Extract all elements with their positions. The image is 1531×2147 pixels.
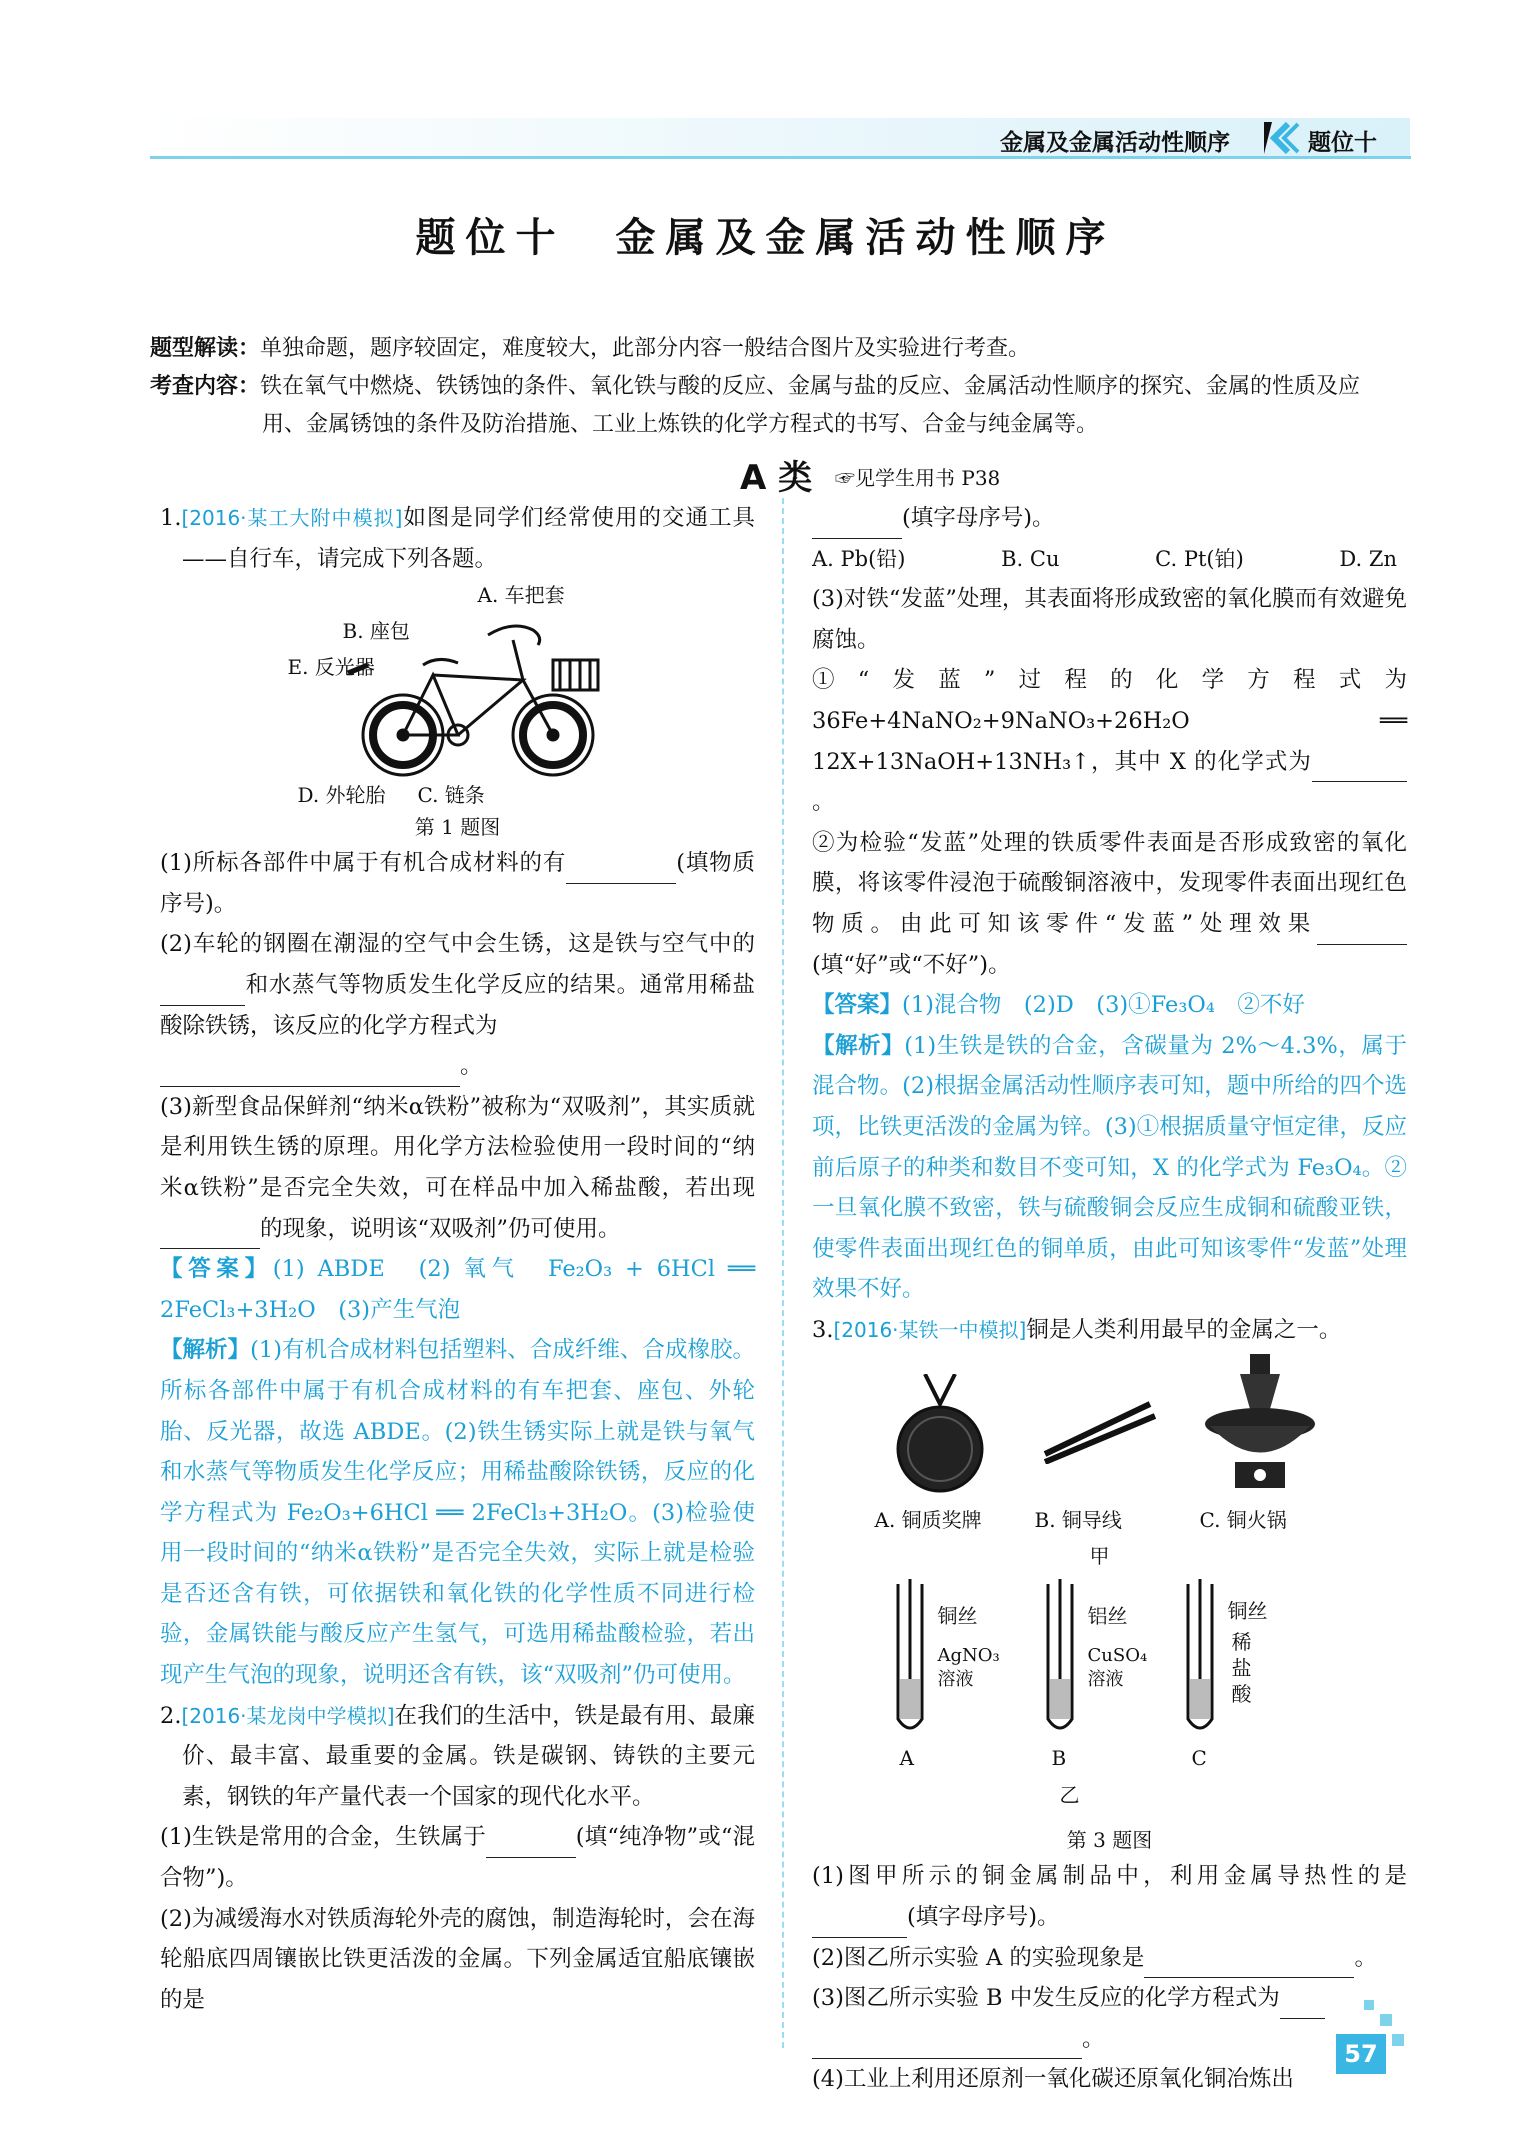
q2-part3-2-text: ②为检验“发蓝”处理的铁质零件表面是否形成致密的氧化膜，将该零件浸泡于硫酸铜溶液中，发现零件表面出现红色物质。由此可知该零件“发蓝”处理效果 [812,829,1407,937]
label-chain: C. 链条 [417,783,485,808]
q1-part2-text-a: (2)车轮的钢圈在潮湿的空气中会生锈，这是铁与空气中的 [160,931,755,958]
q3-part1-blank[interactable] [812,1911,907,1938]
q1-analysis-text: (1)有机合成材料包括塑料、合成纤维、合成橡胶。所标各部件中属于有机合成材料的有车把套、座包、外轮胎、反光器，故选 ABDE。(2)铁生锈实际上就是铁与氧气和水蒸气等物质发生化学反应；用稀盐酸除铁锈，反应的化学方程式为 Fe₂O₃+6HCl ══ 2FeCl₃+3H₂O。(3)检验使用一段时间的“纳米α铁粉”是否完全失效，实际上就是检验是否还含有铁，可依据铁和氧化铁的化学性质不同进行检验，金属铁能与酸反应产生氢气，可选用稀盐酸检验，若出现产生气泡的现象，说明还含有铁，该“双吸剂”仍可使用。 [160,1337,755,1689]
q2-analysis-text: (1)生铁是铁的合金，含碳量为 2%～4.3%，属于混合物。(2)根据金属活动性顺序表可知，题中所给的四个选项，比铁更活泼的金属为锌。(3)①根据质量守恒定律，反应前后原子的种类和数目不变可知，X 的化学式为 Fe₃O₄。②一旦氧化膜不致密，铁与硫酸铜会反应生成铜和硫酸亚铁，使零件表面出现红色的铜单质，由此可知该零件“发蓝”处理效果不好。 [812,1032,1407,1303]
decor-square [1392,2034,1404,2046]
test-tube-b-icon [1040,1579,1080,1739]
q2-option-c: C. Pt(铂) [1155,546,1244,571]
section-label: A 类 [740,458,813,498]
header-section-name: 金属及金属活动性顺序 [1000,130,1230,156]
intro-type-label: 题型解读： [150,336,261,361]
copper-hotpot-icon [1200,1354,1320,1494]
q2-part2-suffix: (填字母序号)。 [902,505,1055,531]
q2-part2-blank[interactable] [812,512,902,539]
q1-part3-text-b: 的现象，说明该“双吸剂”仍可使用。 [260,1215,621,1242]
q2-part3 [812,579,1407,660]
q3-stem-text: 铜是人类利用最早的金属之一。 [1026,1316,1342,1343]
jia-label-a: A. 铜质奖牌 [874,1508,982,1533]
decor-square [1364,2000,1374,2010]
q2-part3-text: (3)对铁“发蓝”处理，其表面将形成致密的氧化膜而有效避免腐蚀。 [812,586,1407,653]
q2-answer-label: 【答案】 [812,992,903,1019]
q1-number: 1. [160,505,182,531]
q3-caption: 第 3 题图 [1066,1828,1153,1853]
yi-a-wire: 铜丝 [937,1604,978,1629]
q2-source: [2016·某龙岗中学模拟] [181,1703,395,1728]
q1-stem [160,498,755,579]
q2-part1-text-b: (填“纯净物”或“混合物”)。 [160,1824,755,1892]
intro-content-label: 考查内容： [150,374,261,399]
q2-part3-2-blank[interactable] [1317,918,1407,945]
q1-answer-text: (1) ABDE (2) 氧气 Fe₂O₃ + 6HCl ══ 2FeCl₃+3H₂O (3)产生气泡 [160,1256,755,1323]
q2-options [812,539,1407,580]
q1-answer-label: 【答案】 [160,1256,273,1283]
yi-tag-a: A [899,1746,914,1771]
section-ref: ☞见学生用书 P38 [835,466,1001,490]
q1-analysis [160,1330,755,1695]
q2-part2-text: (2)为减缓海水对铁质海轮外壳的腐蚀，制造海轮时，会在海轮船底四周镶嵌比铁更活泼的金属。下列金属适宜船底镶嵌的是 [160,1905,755,2013]
intro-content-text: 铁在氧气中燃烧、铁锈蚀的条件、氧化铁与酸的反应、金属与盐的反应、金属活动性顺序的探究、金属的性质及应用、金属锈蚀的条件及防治措施、工业上炼铁的化学方程式的书写、合金与纯金属等。 [260,374,1361,437]
q3-source: [2016·某铁一中模拟] [833,1317,1027,1342]
q2-part1 [160,1817,755,1898]
q1-part2-blank-1[interactable] [160,979,245,1006]
q2-option-b: B. Cu [1001,546,1060,571]
q2-part3-1-blank[interactable] [1312,755,1407,782]
header-tag: 题位十 [1308,130,1377,156]
q1-part2-text-c: 。 [460,1053,483,1080]
q1-part3-blank[interactable] [160,1222,260,1249]
q1-caption: 第 1 题图 [414,815,501,840]
q1-part2-blank-2[interactable] [160,1060,460,1087]
label-handle-grip: A. 车把套 [477,583,565,608]
right-column [812,498,1407,2100]
page-title: 题位十 金属及金属活动性顺序 [415,214,1116,261]
q2-part3-1-suffix: 。 [812,789,835,816]
intro-type-text: 单独命题，题序较固定，难度较大，此部分内容一般结合图片及实验进行考查。 [260,336,1031,361]
q3-part3 [812,1978,1407,2059]
q3-part2-suffix: 。 [1354,1944,1377,1971]
q3-part3-suffix: 。 [1082,2025,1105,2052]
copper-medal-icon [890,1374,990,1494]
q2-answer-text: (1)混合物 (2)D (3)①Fe₃O₄ ②不好 [902,992,1305,1019]
label-tire: D. 外轮胎 [297,783,386,808]
yi-b-solution: CuSO₄ 溶液 [1087,1645,1148,1691]
intro-content [150,368,1400,444]
q3-part3-text: (3)图乙所示实验 B 中发生反应的化学方程式为 [812,1985,1280,2012]
bicycle-icon [338,605,628,785]
q2-part3-1-text: ①“发蓝”过程的化学方程式为 36Fe+4NaNO₂+9NaNO₃+26H₂O ══ 12X+13NaOH+13NH₃↑，其中 X 的化学式为 [812,667,1407,775]
yi-tag-b: B [1051,1746,1067,1771]
yi-a-solution: AgNO₃ 溶液 [937,1645,1000,1691]
q1-analysis-label: 【解析】 [160,1337,251,1364]
q3-part2 [812,1938,1407,1979]
q1-part1-blank[interactable] [566,857,676,884]
intro-type [150,330,1400,368]
q2-answer [812,985,1407,1026]
q2-part1-blank[interactable] [486,1831,576,1858]
q1-part3 [160,1087,755,1249]
q2-part3-1 [812,660,1407,822]
jia-label-b: B. 铜导线 [1034,1508,1122,1533]
chevron-logo-icon [1262,120,1302,156]
q2-stem-text: 在我们的生活中，铁是最有用、最廉价、最丰富、最重要的金属。铁是碳钢、铸铁的主要元素，钢铁的年产量代表一个国家的现代化水平。 [182,1702,755,1810]
q3-part3-blank-2[interactable] [812,2032,1082,2059]
q2-option-d: D. Zn [1339,546,1397,571]
q2-part3-2-suffix: (填“好”或“不好”)。 [812,951,1011,978]
q1-answer [160,1249,755,1330]
q2-number: 2. [160,1702,182,1729]
copper-figure [860,1354,1360,1824]
q1-part1-text: (1)所标各部件中属于有机合成材料的有 [160,850,567,877]
yi-b-wire: 铝丝 [1087,1604,1128,1629]
jia-label-c: C. 铜火锅 [1199,1508,1287,1533]
label-reflector: E. 反光器 [287,655,375,680]
q3-part3-blank-1[interactable] [1280,1992,1325,2019]
yi-tag-c: C [1191,1746,1207,1771]
q3-part1 [812,1856,1407,1937]
q2-analysis [812,1026,1407,1310]
copper-wire-icon [1040,1394,1160,1464]
decor-square [1380,2014,1392,2026]
bicycle-figure [278,583,638,811]
column-divider [782,498,784,2048]
q3-part1-suffix: (填字母序号)。 [907,1904,1060,1931]
q2-part3-2 [812,823,1407,985]
left-column [160,498,755,2020]
q1-part2-text-b: 和水蒸气等物质发生化学反应的结果。通常用稀盐酸除铁锈，该反应的化学方程式为 [160,971,755,1039]
q1-stem-text: 如图是同学们经常使用的交通工具——自行车，请完成下列各题。 [182,505,755,572]
page-number: 57 [1336,2034,1386,2074]
label-seat: B. 座包 [342,619,410,644]
q3-part1-text: (1)图甲所示的铜金属制品中，利用金属导热性的是 [812,1863,1407,1890]
q1-part2 [160,924,755,1086]
q1-part1-suffix: (填物质序号)。 [160,850,756,917]
q2-part2-cont [812,498,1407,539]
q2-part2 [160,1899,755,2021]
q3-stem [812,1310,1407,1351]
test-tube-a-icon [890,1579,930,1739]
q2-analysis-label: 【解析】 [812,1032,905,1059]
q1-part3-text-a: (3)新型食品保鲜剂“纳米α铁粉”被称为“双吸剂”，其实质就是利用铁生锈的原理。用化学方法检验使用一段时间的“纳米α铁粉”是否完全失效，可在样品中加入稀盐酸，若出现 [160,1093,755,1201]
q2-option-a: A. Pb(铅) [812,546,906,571]
q2-part1-text-a: (1)生铁是常用的合金，生铁属于 [160,1824,486,1851]
q3-part2-text: (2)图乙所示实验 A 的实验现象是 [812,1944,1145,1971]
yi-c-wire: 铜丝 [1227,1599,1268,1624]
test-tube-c-icon [1180,1579,1220,1739]
q3-part2-blank[interactable] [1144,1951,1354,1978]
yi-label: 乙 [1059,1783,1080,1808]
q3-number: 3. [812,1316,834,1343]
q3-part4-text: (4)工业上利用还原剂一氧化碳还原氧化铜冶炼出 [812,2066,1294,2093]
q1-source: [2016·某工大附中模拟] [181,506,403,530]
jia-label: 甲 [1089,1544,1110,1569]
q2-stem [160,1696,755,1818]
q1-part1 [160,843,755,924]
q3-part4 [812,2059,1407,2100]
yi-c-solution: 稀盐酸 [1231,1630,1252,1707]
